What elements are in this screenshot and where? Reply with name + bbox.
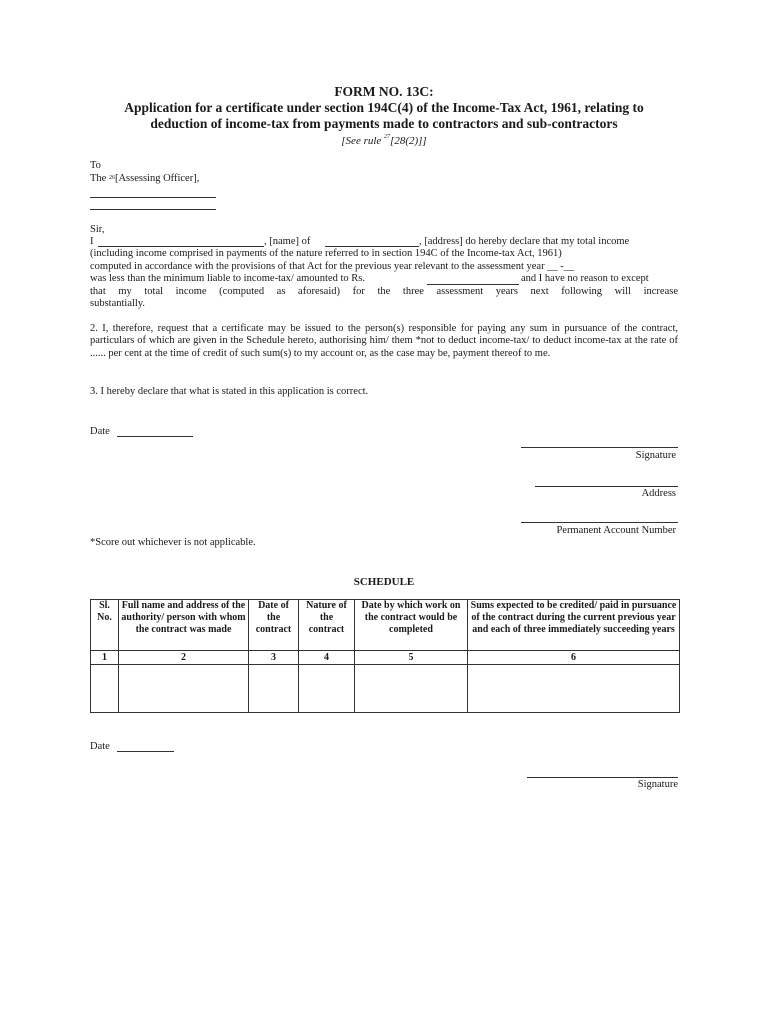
- name-blank[interactable]: [98, 246, 264, 247]
- addressee-footnote-marker: 26: [108, 175, 115, 181]
- footer-signature-line[interactable]: [527, 777, 678, 778]
- para1-line4a: was less than the minimum liable to income-tax/ amounted to Rs.: [90, 273, 365, 284]
- rule-reference: [0, 135, 768, 147]
- rule-prefix: [See rule: [341, 135, 385, 147]
- heading-line-1: Application for a certificate under section 194C(4) of the Income-Tax Act, 1961, relating to: [124, 100, 644, 115]
- col-number: 1: [91, 651, 119, 665]
- header-authority: Full name and address of the authority/ person with whom the contract was made: [119, 600, 249, 651]
- form-heading: [0, 100, 768, 132]
- para1-line6: substantially.: [90, 298, 146, 309]
- footer-signature-label: Signature: [637, 779, 678, 790]
- address-blank-line-2[interactable]: [90, 209, 216, 210]
- entry-cell-sl-no[interactable]: [91, 665, 119, 713]
- heading-line-2: deduction of income-tax from payments made to contractors and sub-contractors: [150, 116, 618, 131]
- pan-line[interactable]: [521, 522, 678, 523]
- col-number: 3: [249, 651, 299, 665]
- address-blank[interactable]: [325, 246, 419, 247]
- para1-line1-rest: , [address] do hereby declare that my total income: [419, 236, 630, 247]
- footnote: *Score out whichever is not applicable.: [90, 537, 256, 548]
- addressee-the: The: [90, 173, 109, 184]
- schedule-header-row: [91, 600, 680, 651]
- signature-label: Signature: [635, 450, 676, 461]
- col-number: 6: [468, 651, 680, 665]
- header-nature-of-contract: Nature of the contract: [299, 600, 355, 651]
- footer-date-label: Date: [90, 741, 110, 752]
- rule-footnote-marker: 27: [384, 134, 391, 140]
- salutation: Sir,: [90, 224, 105, 235]
- footer-date-blank[interactable]: [117, 751, 174, 752]
- col-number: 5: [355, 651, 468, 665]
- entry-cell-nature[interactable]: [299, 665, 355, 713]
- para1-line5: that my total income (computed as aforesaid) for the three assessment years next following will increase: [90, 286, 678, 297]
- date-blank[interactable]: [117, 436, 193, 437]
- schedule-title: SCHEDULE: [353, 576, 415, 588]
- addressee: [90, 173, 199, 186]
- col-number: 4: [299, 651, 355, 665]
- para1-line2: (including income comprised in payments of the nature referred to in section 194C of the Income-tax Act, 1961): [90, 248, 562, 259]
- address-blank-line-1[interactable]: [90, 197, 216, 198]
- entry-cell-authority[interactable]: [119, 665, 249, 713]
- address-label: Address: [641, 488, 676, 499]
- para1-line1-i: I: [90, 236, 94, 247]
- addressee-officer: [Assessing Officer],: [114, 173, 200, 184]
- schedule-number-row: [91, 651, 680, 665]
- schedule-table: [90, 599, 680, 713]
- entry-cell-completion[interactable]: [355, 665, 468, 713]
- header-completion-date: Date by which work on the contract would be completed: [355, 600, 468, 651]
- para1-line4b: and I have no reason to except: [521, 273, 649, 284]
- pan-label: Permanent Account Number: [556, 525, 676, 536]
- header-sl-no: Sl. No.: [91, 600, 119, 651]
- para2: 2. I, therefore, request that a certificate may be issued to the person(s) responsible for paying any sum in pursuance of the contract, particulars of which are given in the Schedule hereto, authorising him/ them *not to deduct income-tax/ to deduct income-tax at the rate of ...... per cent at the time of credit of such sum(s) to my account or, as the case may be, payment thereof to me.: [90, 323, 678, 359]
- entry-cell-sums[interactable]: [468, 665, 680, 713]
- entry-cell-date[interactable]: [249, 665, 299, 713]
- para1-line1-name: , [name] of: [264, 236, 311, 247]
- form-number: FORM NO. 13C:: [334, 84, 434, 99]
- address-line[interactable]: [535, 486, 678, 487]
- to-label: To: [90, 160, 101, 171]
- para3: 3. I hereby declare that what is stated in this application is correct.: [90, 386, 369, 397]
- header-date-of-contract: Date of the contract: [249, 600, 299, 651]
- header-sums-expected: Sums expected to be credited/ paid in pursuance of the contract during the current previous year and each of three immediately succeeding years: [468, 600, 680, 651]
- col-number: 2: [119, 651, 249, 665]
- date-label: Date: [90, 426, 110, 437]
- rule-suffix: [28(2)]]: [390, 135, 427, 147]
- para1-line3: computed in accordance with the provisions of that Act for the previous year relevant to the assessment year __ -__: [90, 261, 575, 272]
- amount-blank[interactable]: [427, 284, 519, 285]
- schedule-entry-row: [91, 665, 680, 713]
- signature-line[interactable]: [521, 447, 678, 448]
